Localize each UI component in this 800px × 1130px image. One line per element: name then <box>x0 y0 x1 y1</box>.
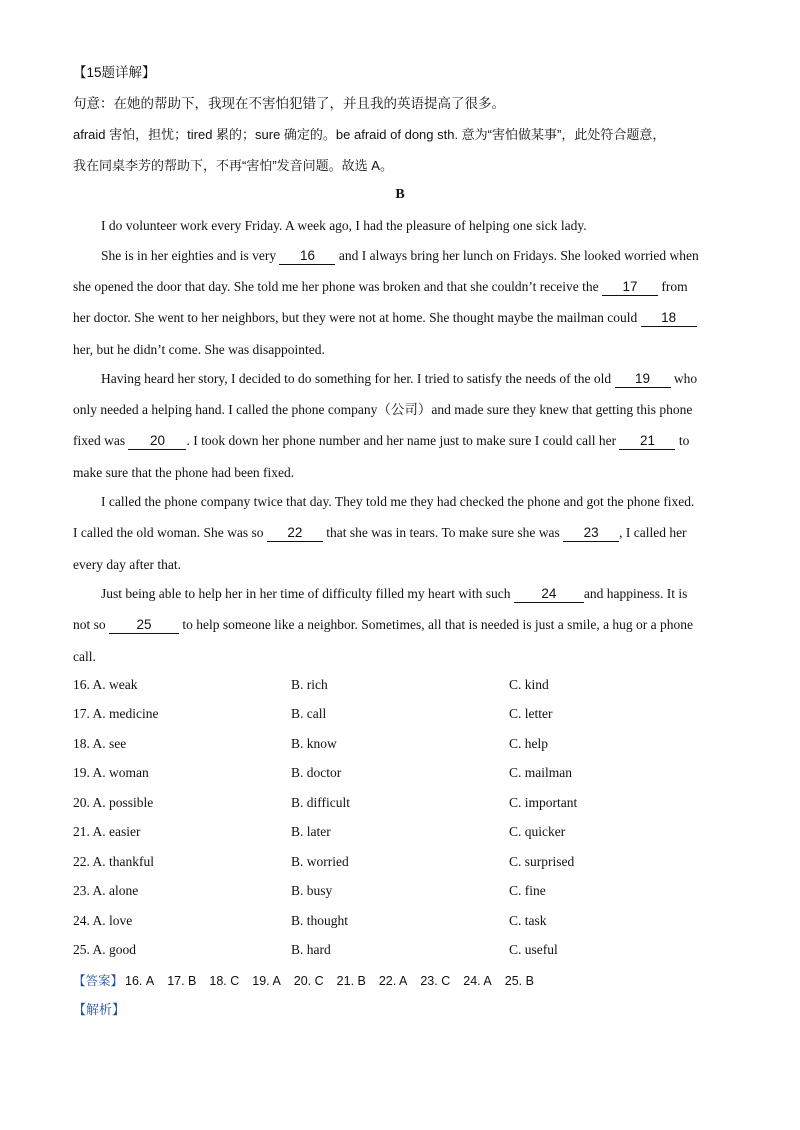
option-16-b: B. rich <box>291 677 328 692</box>
passage-p2-line1 <box>101 247 699 265</box>
text-segment: she opened the door that day. She told me her phone was broken and that she couldn’t receive the <box>73 279 602 294</box>
text-segment: to help someone like a neighbor. Sometimes, all that is needed is just a smile, a hug or a phone <box>179 617 694 632</box>
option-20-b: B. difficult <box>291 795 350 810</box>
option-17-c: C. letter <box>509 706 553 721</box>
blank-21: 21 <box>619 433 675 450</box>
answer-item: 17. B <box>167 974 197 988</box>
blank-20: 20 <box>128 433 186 450</box>
option-25-a: 25. A. good <box>73 942 137 957</box>
option-24-b: B. thought <box>291 913 349 928</box>
explain15-line2: 我在同桌李芳的帮助下，不再“害怕”发音问题。故选 A。 <box>73 158 393 173</box>
option-25-c: C. useful <box>509 942 558 957</box>
option-23-a: 23. A. alone <box>73 883 139 898</box>
option-17-a: 17. A. medicine <box>73 706 159 721</box>
blank-17: 17 <box>602 279 658 296</box>
answer-item: 20. C <box>293 974 324 988</box>
option-16-a: 16. A. weak <box>73 677 138 692</box>
passage-p4-line3: every day after that. <box>73 557 181 572</box>
option-20-c: C. important <box>509 795 578 810</box>
option-21-a: 21. A. easier <box>73 824 141 839</box>
option-19-c: C. mailman <box>509 765 572 780</box>
text-segment: who <box>670 371 698 386</box>
option-17-b: B. call <box>291 706 327 721</box>
passage-p5-line1 <box>101 585 687 603</box>
option-24-a: 24. A. love <box>73 913 133 928</box>
answer-item: 19. A <box>252 974 281 988</box>
text-segment: . I took down her phone number and her name just to make sure I could call her <box>186 433 620 448</box>
option-23-b: B. busy <box>291 883 333 898</box>
passage-p3-line1 <box>101 370 697 388</box>
answer-item: 23. C <box>420 974 451 988</box>
passage-p3-line3 <box>73 432 689 450</box>
text-segment: fixed was <box>73 433 129 448</box>
answer-item: 24. A <box>463 974 492 988</box>
passage-p2-line4: her, but he didn’t come. She was disappointed. <box>73 342 325 357</box>
text-segment: and happiness. It is <box>583 586 688 601</box>
passage-p2-line2 <box>73 278 688 296</box>
text-segment: , I called her <box>619 525 687 540</box>
option-18-b: B. know <box>291 736 337 751</box>
option-19-a: 19. A. woman <box>73 765 149 780</box>
passage-p4-line2 <box>73 524 687 542</box>
text-segment: to <box>675 433 690 448</box>
option-18-a: 18. A. see <box>73 736 127 751</box>
option-16-c: C. kind <box>509 677 549 692</box>
blank-22: 22 <box>267 525 323 542</box>
option-21-b: B. later <box>291 824 331 839</box>
text-segment: I called the old woman. She was so <box>73 525 267 540</box>
passage-p4-line1: I called the phone company twice that day. They told me they had checked the phone and got the phone fixed. <box>101 494 695 509</box>
explain15-line1: afraid 害怕，担忧；tired 累的；sure 确定的。be afraid of dong sth. 意为“害怕做某事”，此处符合题意， <box>73 127 666 142</box>
passage-p1: I do volunteer work every Friday. A week ago, I had the pleasure of helping one sick lady. <box>101 218 587 233</box>
passage-p3-line4: make sure that the phone had been fixed. <box>73 465 295 480</box>
text-segment: She is in her eighties and is very <box>101 248 280 263</box>
blank-24: 24 <box>514 586 584 603</box>
option-25-b: B. hard <box>291 942 331 957</box>
option-23-c: C. fine <box>509 883 546 898</box>
text-segment: from <box>657 279 688 294</box>
analysis-label: 【解析】 <box>73 1003 126 1018</box>
text-segment: Having heard her story, I decided to do something for her. I tried to satisfy the needs of the old <box>101 371 615 386</box>
answer-item: 21. B <box>336 974 366 988</box>
text-segment: her doctor. She went to her neighbors, but they were not at home. She thought maybe the mailman could <box>73 310 641 325</box>
passage-p3-line2: only needed a helping hand. I called the phone company（公司）and made sure they knew that getting this phone <box>73 402 693 417</box>
answer-item: 22. A <box>378 974 408 988</box>
passage-p5-line3: call. <box>73 649 96 664</box>
option-22-c: C. surprised <box>509 854 575 869</box>
option-22-b: B. worried <box>291 854 349 869</box>
explain15-meaning: 句意：在她的帮助下，我现在不害怕犯错了，并且我的英语提高了很多。 <box>73 96 505 111</box>
option-18-c: C. help <box>509 736 548 751</box>
option-20-a: 20. A. possible <box>73 795 154 810</box>
blank-16: 16 <box>279 248 335 265</box>
blank-19: 19 <box>615 371 671 388</box>
text-segment: and I always bring her lunch on Fridays. She looked worried when <box>335 248 699 263</box>
passage-p5-line2 <box>73 616 693 634</box>
explain15-heading: 【15题详解】 <box>73 65 156 80</box>
text-segment: that she was in tears. To make sure she was <box>322 525 564 540</box>
text-segment: not so <box>73 617 110 632</box>
option-21-c: C. quicker <box>509 824 566 839</box>
option-19-b: B. doctor <box>291 765 342 780</box>
answer-row <box>73 972 547 990</box>
answer-item: 18. C <box>209 974 240 988</box>
answer-item: 25. B <box>504 974 534 988</box>
blank-25: 25 <box>109 617 179 634</box>
blank-23: 23 <box>563 525 619 542</box>
passage-p2-line3 <box>73 309 697 327</box>
text-segment: Just being able to help her in her time of difficulty filled my heart with such <box>101 586 514 601</box>
blank-18: 18 <box>641 310 697 327</box>
answer-item: 16. A <box>125 974 155 988</box>
section-title: B <box>395 187 405 202</box>
option-22-a: 22. A. thankful <box>73 854 154 869</box>
answer-label: 【答案】 <box>73 973 124 988</box>
option-24-c: C. task <box>509 913 547 928</box>
